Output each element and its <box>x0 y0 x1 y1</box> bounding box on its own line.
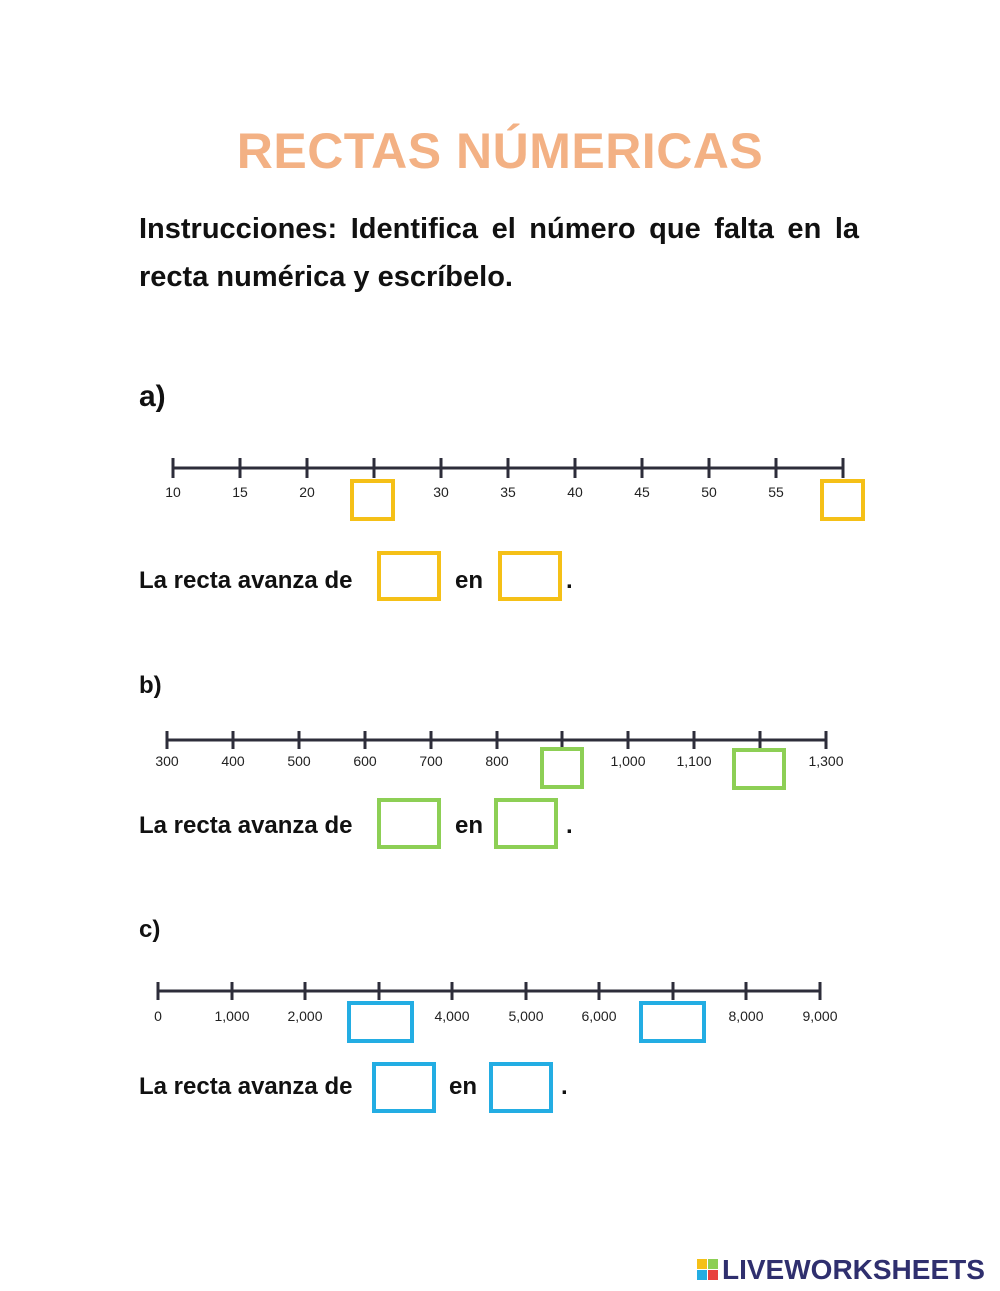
sentence-b-prefix: La recta avanza de <box>139 812 353 839</box>
sentence-a-suffix: . <box>566 567 573 594</box>
tick-label-c-9: 9,000 <box>802 1008 838 1024</box>
missing-number-box-b-1[interactable] <box>542 749 582 787</box>
tick-label-b-4: 700 <box>419 753 443 769</box>
tick-label-c-8: 8,000 <box>728 1008 764 1024</box>
instructions: Instrucciones: Identifica el número que falta en la recta numérica y escríbelo. <box>139 213 859 293</box>
tick-label-b-2: 500 <box>287 753 311 769</box>
tick-label-c-0: 0 <box>154 1008 162 1024</box>
tick-label-b-7: 1,000 <box>610 753 646 769</box>
tick-label-b-3: 600 <box>353 753 377 769</box>
answer-box-b-start[interactable] <box>377 798 441 849</box>
tick-label-c-6: 6,000 <box>581 1008 617 1024</box>
tick-label-c-2: 2,000 <box>287 1008 323 1024</box>
sentence-c-suffix: . <box>561 1073 568 1100</box>
tick-label-b-8: 1,100 <box>676 753 712 769</box>
answer-box-b-step[interactable] <box>494 798 558 849</box>
sentence-b-suffix: . <box>566 812 573 839</box>
answer-box-c-step[interactable] <box>489 1062 553 1113</box>
tick-label-b-0: 300 <box>155 753 179 769</box>
tick-label-a-6: 40 <box>567 484 583 500</box>
tick-label-a-8: 50 <box>701 484 717 500</box>
tick-label-a-1: 15 <box>232 484 248 500</box>
tick-label-b-5: 800 <box>485 753 509 769</box>
number-line-a <box>0 450 1000 530</box>
tick-label-a-5: 35 <box>500 484 516 500</box>
answer-box-a-step[interactable] <box>498 551 562 601</box>
missing-number-box-c-2[interactable] <box>641 1003 704 1041</box>
number-line-c <box>0 974 1000 1054</box>
tick-label-c-5: 5,000 <box>508 1008 544 1024</box>
tick-label-b-1: 400 <box>221 753 245 769</box>
missing-number-box-b-2[interactable] <box>734 750 784 788</box>
tick-label-a-0: 10 <box>165 484 181 500</box>
missing-number-box-c-1[interactable] <box>349 1003 412 1041</box>
exercise-b-label: b) <box>139 672 162 699</box>
sentence-a-prefix: La recta avanza de <box>139 567 353 594</box>
exercise-a-label: a) <box>139 380 166 413</box>
sentence-b-middle: en <box>455 812 484 839</box>
tick-label-a-4: 30 <box>433 484 449 500</box>
answer-box-a-start[interactable] <box>377 551 441 601</box>
tick-label-c-1: 1,000 <box>214 1008 250 1024</box>
tick-label-a-9: 55 <box>768 484 784 500</box>
logo-text: LIVEWORKSHEETS <box>722 1254 985 1285</box>
exercise-c-label: c) <box>139 916 161 943</box>
liveworksheets-logo <box>697 1254 985 1284</box>
number-line-b <box>0 722 1000 802</box>
tick-label-a-7: 45 <box>634 484 650 500</box>
missing-number-box-a-2[interactable] <box>822 481 863 519</box>
missing-number-box-a-1[interactable] <box>352 481 393 519</box>
sentence-c-prefix: La recta avanza de <box>139 1073 353 1100</box>
tick-label-b-10: 1,300 <box>808 753 844 769</box>
sentence-c-middle: en <box>449 1073 478 1100</box>
page-title: RECTAS NÚMERICAS <box>236 123 764 179</box>
sentence-a-middle: en <box>455 567 484 594</box>
answer-box-c-start[interactable] <box>372 1062 436 1113</box>
logo-icon <box>697 1259 719 1281</box>
tick-label-c-4: 4,000 <box>434 1008 470 1024</box>
tick-label-a-2: 20 <box>299 484 315 500</box>
